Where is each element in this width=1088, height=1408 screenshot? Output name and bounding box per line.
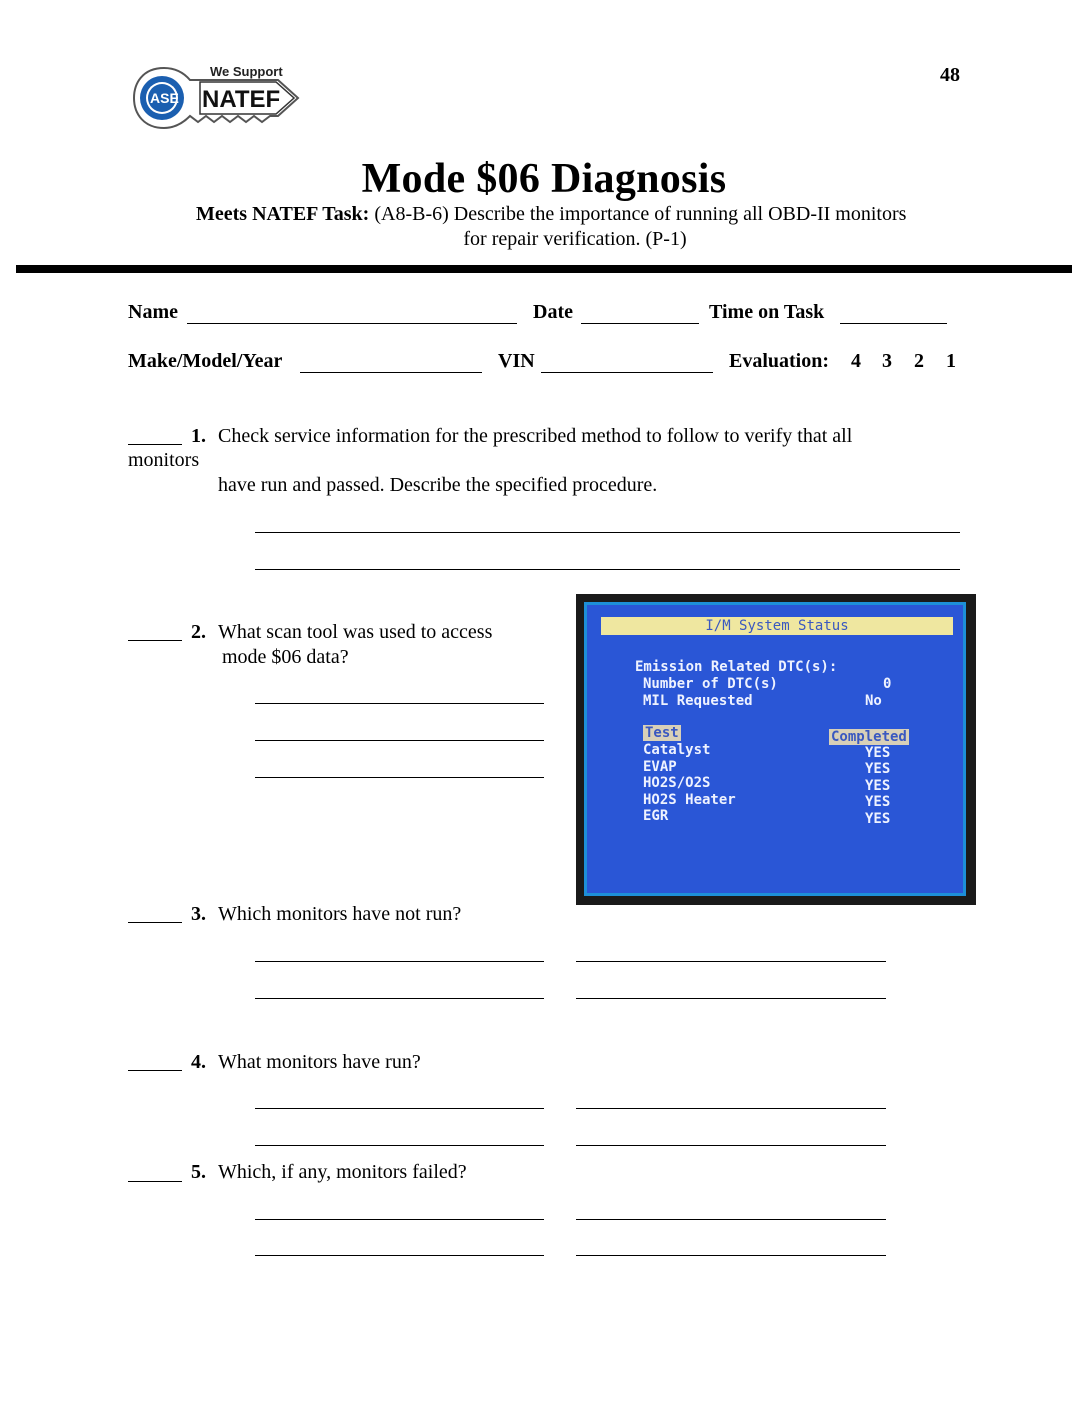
q4-answer-line-3[interactable] xyxy=(255,1145,544,1146)
q2-answer-line-3[interactable] xyxy=(255,777,544,778)
q2-answer-line-2[interactable] xyxy=(255,740,544,741)
logo-badge-text: ASE xyxy=(150,90,179,106)
time-on-task-label: Time on Task xyxy=(709,301,825,323)
scan-test-value: YES xyxy=(865,811,891,827)
logo-top-text: We Support xyxy=(210,64,283,79)
evaluation-score-4[interactable]: 4 xyxy=(851,350,861,372)
q3-answer-line-1[interactable] xyxy=(255,961,544,962)
q2-text: What scan tool was used to access xyxy=(218,621,493,643)
q5-answer-line-3[interactable] xyxy=(255,1255,544,1256)
scan-tool-photo xyxy=(576,594,976,905)
scan-test-value: YES xyxy=(865,778,891,794)
q2-number: 2. xyxy=(191,621,206,643)
q4-number: 4. xyxy=(191,1051,206,1073)
vin-field[interactable] xyxy=(541,353,713,373)
evaluation-score-1[interactable]: 1 xyxy=(946,350,956,372)
scan-test-value: YES xyxy=(865,761,891,777)
name-label: Name xyxy=(128,301,178,323)
q1-text-cont: have run and passed. Describe the specified procedure. xyxy=(218,474,658,496)
evaluation-score-3[interactable]: 3 xyxy=(882,350,892,372)
q4-score-blank[interactable] xyxy=(128,1069,182,1071)
q1-answer-line-2[interactable] xyxy=(255,569,960,570)
evaluation-score-2[interactable]: 2 xyxy=(914,350,924,372)
q3-answer-line-4[interactable] xyxy=(576,998,886,999)
scan-section-title: Emission Related DTC(s): xyxy=(635,659,838,675)
make-model-year-field[interactable] xyxy=(300,353,482,373)
q1-number: 1. xyxy=(191,425,206,447)
time-on-task-field[interactable] xyxy=(840,304,947,324)
q5-score-blank[interactable] xyxy=(128,1180,182,1182)
scan-test-label: Catalyst xyxy=(643,742,711,758)
date-label: Date xyxy=(533,301,573,323)
q3-text: Which monitors have not run? xyxy=(218,903,462,925)
scan-row-value: No xyxy=(865,693,882,709)
scan-test-label: HO2S/O2S xyxy=(643,775,711,791)
q4-answer-line-4[interactable] xyxy=(576,1145,886,1146)
q3-number: 3. xyxy=(191,903,206,925)
q1-text: Check service information for the prescribed method to follow to verify that all xyxy=(218,425,853,447)
q1-answer-line-1[interactable] xyxy=(255,532,960,533)
logo-main-text: NATEF xyxy=(202,86,281,113)
q5-text: Which, if any, monitors failed? xyxy=(218,1161,467,1183)
scan-test-value: YES xyxy=(865,794,891,810)
scan-status-column: Completed xyxy=(831,729,907,745)
q4-text: What monitors have run? xyxy=(218,1051,421,1073)
task-description: (A8-B-6) Describe the importance of running all OBD-II monitors xyxy=(369,203,907,225)
q5-answer-line-4[interactable] xyxy=(576,1255,886,1256)
task-line-2: for repair verification. (P-1) xyxy=(463,228,687,250)
scan-row-label: Number of DTC(s) xyxy=(643,676,778,692)
scan-test-label: EVAP xyxy=(643,759,677,775)
scan-row-value: 0 xyxy=(883,676,892,692)
task-label: Meets NATEF Task: xyxy=(196,203,370,225)
scan-test-column: Test xyxy=(645,725,679,741)
scan-tool-screen xyxy=(584,602,966,896)
scan-test-label: HO2S Heater xyxy=(643,792,736,808)
header-divider xyxy=(16,265,1072,273)
q1-score-blank[interactable] xyxy=(128,443,182,445)
scan-test-label: EGR xyxy=(643,808,669,824)
q1-text-wrap: monitors xyxy=(128,449,200,471)
q2-answer-line-1[interactable] xyxy=(255,703,544,704)
page-title: Mode $06 Diagnosis xyxy=(361,156,727,202)
q3-answer-line-3[interactable] xyxy=(255,998,544,999)
q3-score-blank[interactable] xyxy=(128,921,182,923)
natef-logo xyxy=(128,60,306,150)
date-field[interactable] xyxy=(581,304,699,324)
q4-answer-line-1[interactable] xyxy=(255,1108,544,1109)
q5-answer-line-2[interactable] xyxy=(576,1219,886,1220)
name-field[interactable] xyxy=(187,304,517,324)
task-line-1 xyxy=(196,203,986,226)
vin-label: VIN xyxy=(498,350,535,372)
scan-test-value: YES xyxy=(865,745,891,761)
q5-answer-line-1[interactable] xyxy=(255,1219,544,1220)
q2-text-cont: mode $06 data? xyxy=(222,646,349,668)
evaluation-label: Evaluation: xyxy=(729,350,830,372)
q3-answer-line-2[interactable] xyxy=(576,961,886,962)
q5-number: 5. xyxy=(191,1161,206,1183)
page-number: 48 xyxy=(940,64,960,86)
q2-score-blank[interactable] xyxy=(128,639,182,641)
scan-row-label: MIL Requested xyxy=(643,693,753,709)
q4-answer-line-2[interactable] xyxy=(576,1108,886,1109)
scan-header: I/M System Status xyxy=(601,617,953,635)
make-model-year-label: Make/Model/Year xyxy=(128,350,283,372)
